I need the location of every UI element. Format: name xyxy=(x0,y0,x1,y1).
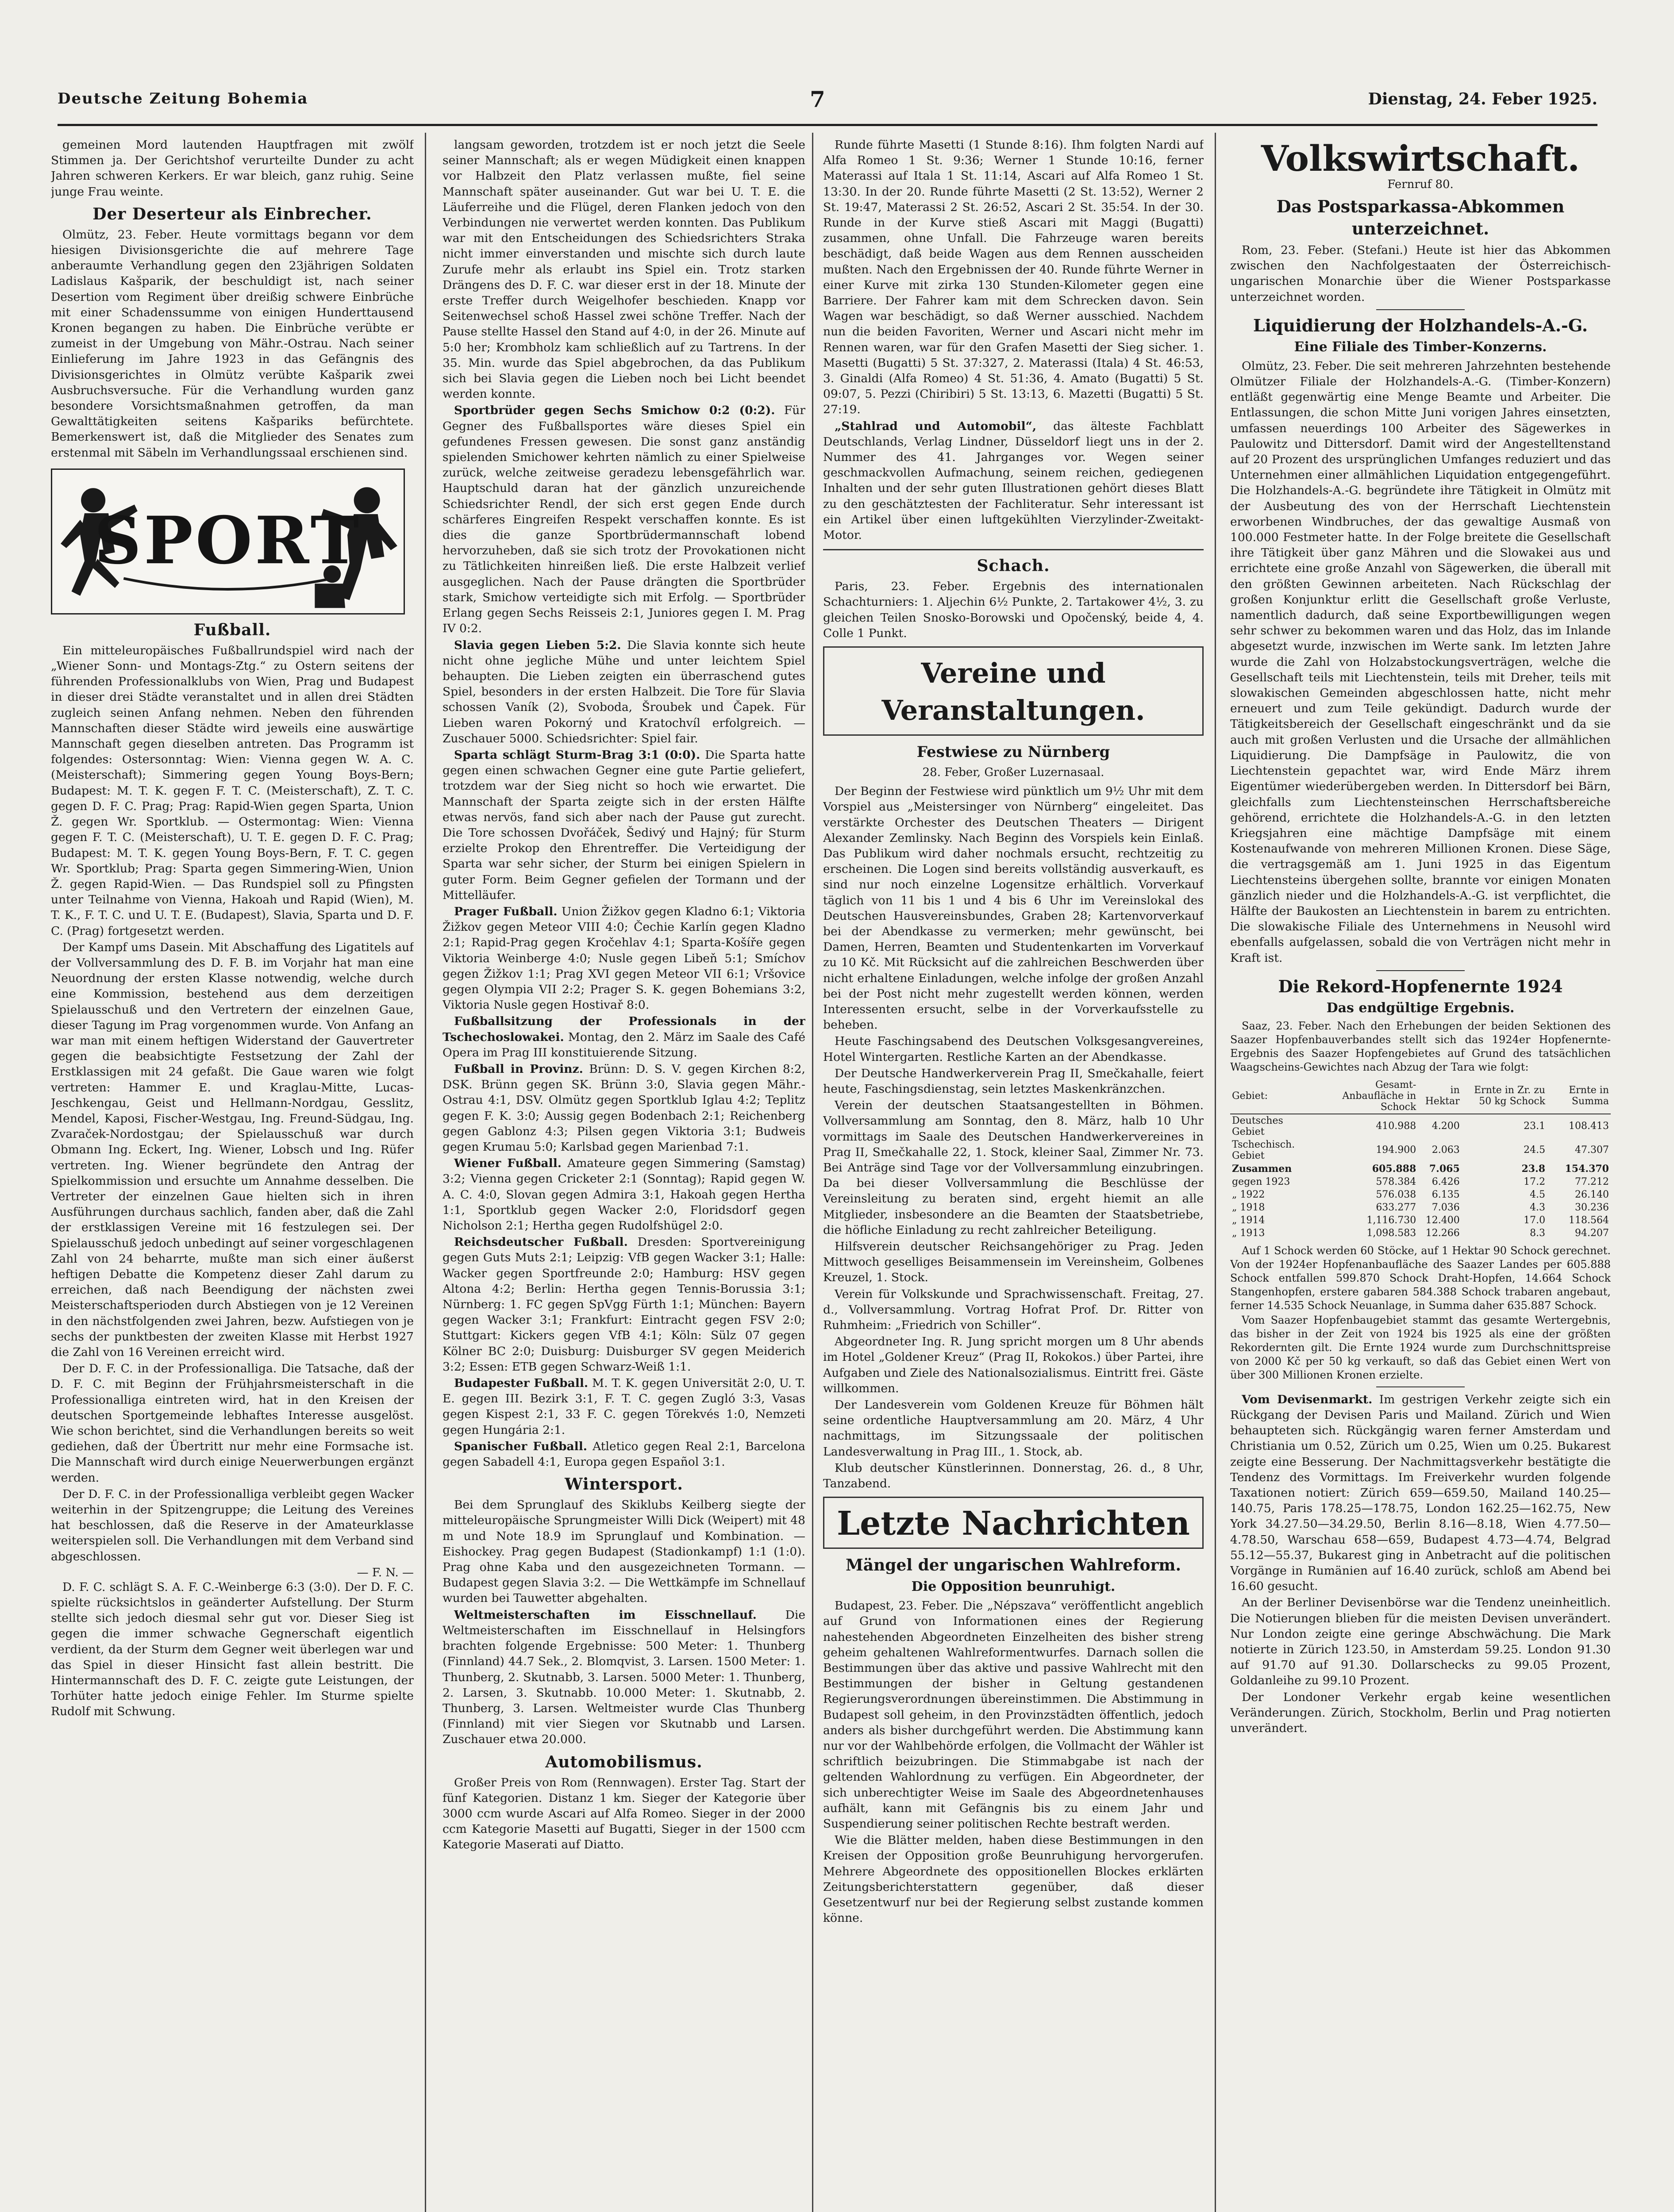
column-2 xyxy=(443,137,805,2212)
report-headline: „Stahlrad und Automobil“, xyxy=(835,419,1037,433)
table-cell: 1,098.583 xyxy=(1366,1227,1416,1239)
table-cell: 6.135 xyxy=(1432,1189,1460,1200)
table-cell: 26.140 xyxy=(1575,1189,1609,1200)
report-headline: Weltmeisterschaften im Eisschnellauf. xyxy=(454,1608,757,1622)
article-text: Olmütz, 23. Feber. Die seit mehreren Jahrzehnten bestehende Olmützer Filiale der Holzhandels-A.-G. (Timber-Konzern) entläßt gegenwärtig eine Menge Beamte und Arbeiter. Die Entlassungen, die schon Mitte Juni vorigen Jahres einsetzten, umfassen neuerdings 100 Arbeiter des Sägewerkes in Paulowitz und Dittersdorf. Damit wird der Angestelltenstand auf 20 Prozent des ursprünglichen Umfanges reduziert und das Unternehmen einer allmählichen Liquidation entgegengeführt. Die Holzhandels-A.-G. begründete ihre Tätigkeit in Olmütz mit der Ausbeutung des von der Herrschaft Liechtenstein erworbenen Windbruches, der das gewaltige Ausmaß von 100.000 Festmeter hatte. In der Folge breitete die Gesellschaft ihre Tätigkeit über ganz Mähren und die Slowakei aus und errichtete eine große Anzahl von Sägewerken, die überall mit den größten Gewinnen arbeiteten. Nach Rückschlag der großen Konjunktur erlitt die Gesellschaft große Verluste, namentlich dadurch, daß seine Exportbewilligungen wegen sehr schwer zu bekommen waren und das Holz, das im Inlande abgesetzt wurde, inzwischen im Werte sank. Im letzten Jahre wurde die Zahl von Holzabstockungsverträgen, welche die Gesellschaft teils mit Liechtenstein, teils mit Dreher, teils mit slowakischen Gemeinden abgeschlossen hatte, nicht mehr erneuert und zum Teile gekündigt. Dadurch wurde der Tätigkeitsbereich der Gesellschaft eingeschränkt und da sie auch mit großen Verlusten und die Ursache der allmählichen Liquidierung. Die Dampfsäge in Paulowitz, die von Liechtenstein gepachtet war, wird Ende März ihrem Eigentümer wiederübergeben werden. In Dittersdorf bei Bärn, gleichfalls zum Liechtensteinschen Herrschaftsbereiche gehörend, errichtete die Holzhandels-A.-G. in den letzten Kriegsjahren eine mächtige Dampfsäge mit einem Kostenaufwande von mehreren Millionen Kronen. Diese Säge, die vertragsgemäß am 1. Juni 1925 in das Eigentum Liechtensteins übergehen sollte, brannte vor einigen Monaten gänzlich nieder und die Holzhandels-A.-G. ist verpflichtet, die Hälfte der Baukosten an Liechtenstein in barem zu entrichten. Die slowakische Filiale des Unternehmens in Neusohl wird ebenfalls aufgelassen, sobald die von Verträgen nicht mehr in Kraft ist. xyxy=(1230,359,1611,965)
table-header-row xyxy=(1230,1079,1611,1114)
article-text: An der Berliner Devisenbörse war die Tendenz uneinheitlich. Die Notierungen blieben für die meisten Devisen unverändert. Nur London zeigte eine geringe Abschwächung. Die Mark notierte in Zürich 123.50, in Amsterdam 59.25. London 91.30 auf 91.70 auf 91.30. Dollarschecks zu 99.05 Prozent, Goldanleihe zu 99.10 Prozent. xyxy=(1230,1596,1611,1688)
section-phone: Fernruf 80. xyxy=(1387,178,1454,191)
article-text: Verein der deutschen Staatsangestellten in Böhmen. Vollversammlung am Sonntag, den 8. März, halb 10 Uhr vormittags im Saale des Deutschen Handwerkervereines in Prag II, Smečkahalle 22, 1. Stock, kleiner Saal, Zimmer Nr. 73. Bei Anträge sind Tage vor der Vollversammlung einzubringen. Da bei dieser Vollversammlung die Beschlüsse der Vereinsleitung zu beraten sind, ergeht hiemit an alle Mitglieder, insbesondere an die Beamten der Staatsbetriebe, die höfliche Einladung zu recht zahlreicher Beteiligung. xyxy=(823,1098,1204,1237)
article-subheadline: Die Opposition beunruhigt. xyxy=(911,1579,1116,1595)
sport-banner-illustration xyxy=(51,469,405,614)
table-cell: „ 1922 xyxy=(1232,1189,1265,1200)
article-headline: Der Deserteur als Einbrecher. xyxy=(92,204,372,223)
table-cell: „ 1913 xyxy=(1232,1227,1265,1239)
report-headline: Vom Devisenmarkt. xyxy=(1242,1392,1373,1406)
section-headline: Letzte Nachrichten xyxy=(837,1505,1190,1543)
table-cell: 194.900 xyxy=(1376,1144,1416,1156)
article-headline: Mängel der ungarischen Wahlreform. xyxy=(845,1556,1181,1575)
column-1 xyxy=(51,137,414,2212)
article-headline: Liquidierung der Holzhandels-A.-G. xyxy=(1253,315,1588,335)
section-divider xyxy=(1376,1386,1465,1387)
article-text: Der Landesverein vom Goldenen Kreuze für Böhmen hält seine ordentliche Hauptversammlung am 20. März, 4 Uhr nachmittags, im Sitzungssaale der politischen Landesverwaltung in Prag III., 1. Stock, ab. xyxy=(823,1398,1204,1459)
article-text: Der D. F. C. in der Professionalliga. Die Tatsache, daß der D. F. C. mit Beginn der Frühjahrsmeisterschaft in die Professionalliga eintreten wird, hat in den Kreisen der deutschen Sportgemeinde lebhaftes Interesse ausgelöst. Wie schon berichtet, sind die Verhandlungen bereits so weit gediehen, daß der Übertritt nur mehr eine Formsache ist. Die Mannschaft wird durch einige Neuerwerbungen ergänzt werden. xyxy=(51,1362,414,1485)
article-text: Der Kampf ums Dasein. Mit Abschaffung des Ligatitels auf der Vollversammlung des D. F. B. im Vorjahr hat man eine Neuordnung der ersten Klasse notwendig, welche durch eine Kommission, bestehend aus dem derzeitigen Spielausschuß und den Vertretern der einzelnen Gaue, dieser Tagung im Prag vorgenommen wurde. Von Anfang an war man mit einem heftigen Widerstand der Gauvertreter gegen die beabsichtigte Festsetzung der Zahl der Erstklassigen mit 24 gefaßt. Die Gaue waren wie folgt vertreten: Hammer E. und Kraglau-Mitte, Lucas-Jeschkengau, Geist und Hellmann-Nordgau, Gesslitz, Mendel, Kaposi, Fischer-Westgau, Ing. Freund-Südgau, Ing. Zvaraček-Nordostgau; der Spielausschuß war durch Obmann Ing. Eckert, Ing. Wiener, Lobsch und Ing. Rüfer vertreten. Ing. Wiener begründete den Antrag der Spielkommission und ersuchte um Annahme desselben. Die Vertreter der einzelnen Gaue hielten sich in ihren Ausführungen durchaus sachlich, fanden aber, daß die Zahl der erstklassigen Vereine mit 16 festzulegen sei. Der Spielausschuß jedoch unbedingt auf seiner vorgeschlagenen Zahl von 24 beharrte, mußte man sich einer äußerst heftigen Debatte die Kompetenz dieser Zahl darum zu erreichen, daß nach Beendigung der nächsten zwei Meisterschaftsperioden durch Abstiegen von je 12 Vereinen in den nächstfolgenden zwei Jahren, bezw. Aufstiegen von je sechs der punktbesten der zweiten Klasse mit Herbst 1927 die Zahl von 16 Vereinen erreicht wird. xyxy=(51,940,414,1359)
article-text: Der Deutsche Handwerkerverein Prag II, Smečkahalle, feiert heute, Faschingsdienstag, sein letztes Maskenkränzchen. xyxy=(823,1066,1204,1096)
article-text: Union Žižkov gegen Kladno 6:1; Viktoria Žižkov gegen Meteor VIII 4:0; Čechie Karlín gegen Kladno 2:1; Rapid-Prag gegen Kročehlav 4:1; Sparta-Košíře gegen Viktoria Weinberge 4:0; Nusle gegen Libeň 5:1; Smíchov gegen Žižkov 1:1; Prag XVI gegen Meteor VII 6:1; Vršovice gegen Olympia VII 2:2; Prager S. K. gegen Bohemians 3:2, Viktoria Nusle gegen Hostivař 8:0. xyxy=(443,904,805,1012)
article-text: Runde führte Masetti (1 Stunde 8:16). Ihm folgten Nardi auf Alfa Romeo 1 St. 9:36; Werner 1 Stunde 10:16, ferner Materassi auf Itala 1 St. 11:14, Ascari auf Alfa Romeo 1 St. 13:30. In der 20. Runde führte Masetti (2 St. 13:52), Werner 2 St. 19:47, Materassi 2 St. 26:52, Ascari 2 St. 35:54. In der 30. Runde in der Kurve stieß Ascari mit Maggi (Bugatti) zusammen, ohne Unfall. Die Fahrzeuge waren bereits beschädigt, daß beide Wagen aus dem Rennen ausscheiden mußten. Nach den Ergebnissen der 40. Runde führte Werner in einer Kurve mit zirka 130 Stunden-Kilometer gegen eine Barriere. Der Fahrer kam mit dem Schrecken davon. Sein Wagen war beschädigt, so daß Werner ausschied. Nachdem nun die beiden Favoriten, Werner und Ascari nicht mehr im Rennen waren, war für den Grafen Masetti der Sieg sicher. 1. Masetti (Bugatti) 5 St. 37:327, 2. Materassi (Itala) 4 St. 46:53, 3. Ginaldi (Alfa Romeo) 4 St. 51:36, 4. Amato (Bugatti) 5 St. 09:07, 5. Pezzi (Chiribiri) 5 St. 13:13, 6. Mazetti (Bugatti) 5 St. 27:19. xyxy=(823,138,1204,417)
section-divider xyxy=(1376,309,1465,310)
section-divider xyxy=(823,549,1204,550)
table-cell: 47.307 xyxy=(1575,1144,1609,1156)
table-cell: 4.5 xyxy=(1530,1189,1546,1200)
article-subheadline: 28. Feber, Großer Luzernasaal. xyxy=(922,766,1104,780)
table-cell: 118.564 xyxy=(1569,1214,1609,1226)
article-text: Brünn: D. S. V. gegen Kirchen 8:2, DSK. Brünn gegen SK. Brünn 3:0, Slavia gegen Mähr.-Ostrau 4:1, DSV. Olmütz gegen Sportklub Iglau 4:2; Teplitz gegen F. K. 3:0; Aussig gegen Bodenbach 2:1; Reichenberg gegen Gablonz 4:3; Pilsen gegen Viktoria 3:1; Budweis gegen Krumau 5:0; Karlsbad gegen Marienbad 7:1. xyxy=(443,1062,805,1154)
column-3 xyxy=(823,137,1204,2212)
article-text: gemeinen Mord lautenden Hauptfragen mit zwölf Stimmen ja. Der Gerichtshof verurteilte Dunder zu acht Jahren schweren Kerkers. Er war bleich, ganz ruhig. Seine junge Frau weinte. xyxy=(51,138,414,199)
column-rule xyxy=(812,133,813,2212)
article-text: Hilfsverein deutscher Reichsangehöriger zu Prag. Jeden Mittwoch geselliges Beisammensein im Vereinsheim, Golbenes Kreuzel, 1. Stock. xyxy=(823,1239,1204,1285)
article-text: Die Weltmeisterschaften im Eisschnellauf in Helsingfors brachten folgende Ergebnisse: 500 Meter: 1. Thunberg (Finnland) 44.7 Sek., 2. Blomqvist, 3. Larsen. 1500 Meter: 1. Thunberg, 2. Skutnabb, 3. Larsen. 5000 Meter: 1. Thunberg, 2. Larsen, 3. Skutnabb. 10.000 Meter: 1. Skutnabb, 2. Thunberg, 3. Larsen. Weltmeister wurde Clas Thunberg (Finnland) mit vier Siegen vor Skutnabb und Larsen. Zuschauer etwa 20.000. xyxy=(443,1608,805,1747)
section-headline: Volkswirtschaft. xyxy=(1261,138,1580,179)
table-cell: 17.0 xyxy=(1524,1214,1546,1226)
issue-date: Dienstag, 24. Feber 1925. xyxy=(1368,90,1597,108)
table-cell: 12.400 xyxy=(1425,1214,1460,1226)
newspaper-name: Deutsche Zeitung Bohemia xyxy=(58,90,308,108)
table-cell: 108.413 xyxy=(1569,1121,1609,1132)
table-row xyxy=(1230,1162,1611,1175)
masthead xyxy=(58,86,1597,126)
article-text: Die Slavia konnte sich heute nicht ohne jegliche Mühe und unter leichtem Spiel behaupten. Die Lieben zeigten ein überraschend gutes Spiel, besonders in der ersten Halbzeit. Die Tore für Slavia schossen Vaník (2), Svoboda, Šroubek und Čapek. Für Lieben waren Pokorný und Kratochvíl erfolgreich. — Zuschauer 5000. Schiedsrichter: Spiel fair. xyxy=(443,638,805,745)
table-cell: 578.384 xyxy=(1376,1176,1416,1187)
article-text: Der Londoner Verkehr ergab keine wesentlichen Veränderungen. Zürich, Stockholm, Berlin und Prag notierten unverändert. xyxy=(1230,1690,1611,1735)
table-row xyxy=(1230,1175,1611,1188)
report-headline: Slavia gegen Lieben 5:2. xyxy=(454,638,621,652)
table-row xyxy=(1230,1138,1611,1162)
article-headline: Fußball. xyxy=(193,620,271,639)
article-text: Saaz, 23. Feber. Nach den Erhebungen der beiden Sektionen des Saazer Hopfenbauverbandes stellt sich das 1924er Hopfenernte-Ergebnis des Saazer Hopfengebietes auf Grund des tatsächlichen Waagscheins-Gewichtes nach Abzug der Tara wie folgt: xyxy=(1230,1019,1611,1073)
article-headline: Automobilismus. xyxy=(545,1752,703,1771)
article-text: Amateure gegen Simmering (Samstag) 3:2; Vienna gegen Cricketer 2:1 (Sonntag); Rapid gegen W. A. C. 4:0, Slovan gegen Admira 3:1, Hakoah gegen Hertha 1:1, Sportklub gegen Wacker 2:0, Floridsdorf gegen Nicholson 2:1; Hertha gegen Rudolfshügel 2:0. xyxy=(443,1156,805,1233)
table-cell: 4.200 xyxy=(1432,1121,1460,1132)
article-text: Vom Saazer Hopfenbaugebiet stammt das gesamte Wertergebnis, das bisher in der Zeit von 1924 bis 1925 als eine der größten Rekordernten gilt. Die Ernte 1924 wurde zum Durchschnittspreise von 2000 Kč per 50 kg verkauft, so daß das Gebiet einen Wert von über 300 Millionen Kronen erzielte. xyxy=(1230,1313,1611,1381)
table-cell: 4.3 xyxy=(1530,1202,1546,1213)
article-text: Bei dem Sprunglauf des Skiklubs Keilberg siegte der mitteleuropäische Sprungmeister Willi Dick (Weipert) mit 48 m und Note 18.9 im Sprunglauf und Kombination. — Eishockey. Prag gegen Budapest (Stadionkampf) 1:1 (1:0). Prag ohne Kaba und den ausgezeichneten Tormann. — Budapest gegen Slavia 3:2. — Die Wettkämpfe im Schnellauf wurden bei Tauwetter abgehalten. xyxy=(443,1498,805,1605)
table-header-cell: Gesamt-Anbaufläche in Schock xyxy=(1312,1079,1418,1114)
article-headline: Die Rekord-Hopfenernte 1924 xyxy=(1278,976,1563,996)
table-cell: 94.207 xyxy=(1575,1227,1609,1239)
table-header-cell: Gebiet: xyxy=(1230,1079,1312,1114)
table-row xyxy=(1230,1188,1611,1201)
article-text: Verein für Volkskunde und Sprachwissenschaft. Freitag, 27. d., Vollversammlung. Vortrag Hofrat Prof. Dr. Ritter von Ruhmheim: „Friedrich von Schiller“. xyxy=(823,1287,1204,1332)
table-cell: 6.426 xyxy=(1432,1176,1460,1187)
table-cell: 633.277 xyxy=(1376,1202,1416,1213)
article-headline: Schach. xyxy=(977,557,1050,576)
table-cell: „ 1914 xyxy=(1232,1214,1265,1226)
table-cell: 410.988 xyxy=(1376,1121,1416,1132)
article-text: Rom, 23. Feber. (Stefani.) Heute ist hier das Abkommen zwischen den Nachfolgestaaten der Österreichisch-ungarischen Monarchie über die Wiener Postsparkasse unterzeichnet worden. xyxy=(1230,243,1611,304)
table-cell: 605.888 xyxy=(1372,1163,1416,1175)
article-text: Dresden: Sportvereinigung gegen Guts Muts 2:1; Leipzig: VfB gegen Wacker 3:1; Halle: Wacker gegen Sportfreunde 2:0; Hamburg: HSV gegen Altona 4:2; Berlin: Hertha gegen Tennis-Borussia 3:1; Nürnberg: 1. FC gegen SpVgg Fürth 1:1; München: Bayern gegen Wacker 3:1; Frankfurt: Eintracht gegen FSV 2:0; Stuttgart: Kickers gegen VfB 4:1; Köln: Sülz 07 gegen Kölner BC 2:0; Duisburg: Duisburger SV gegen Meiderich 3:2; Essen: ETB gegen Schwarz-Weiß 1:1. xyxy=(443,1235,805,1374)
article-text: Budapest, 23. Feber. Die „Népszava“ veröffentlicht angeblich auf Grund von Informationen eines der Regierung nahestehenden Abgeordneten Einzelheiten des bisher streng geheim gehaltenen Wahlreformentwurfes. Darnach sollen die Bestimmungen über das aktive und passive Wahlrecht mit den Bestimmungen der bisher in Geltung gestandenen Regierungsverordnungen übereinstimmen. Die Abstimmung in Budapest soll geheim, in den Provinzstädten öffentlich, jedoch anders als bisher durchgeführt werden. Die Abstimmung kann nur vor der Wahlbehörde erfolgen, die Vollmacht der Wähler ist schriftlich beizubringen. Die Stimmabgabe ist nach der geltenden Wahlordnung zu verfügen. Ein Abgeordneter, der sich unberechtigter Weise im Saale des Abgeordnetenhauses aufhält, kann mit Gefängnis bis zu einem Jahr und Suspendierung seiner politischen Rechte bestraft werden. xyxy=(823,1599,1204,1831)
article-text: Klub deutscher Künstlerinnen. Donnerstag, 26. d., 8 Uhr, Tanzabend. xyxy=(823,1461,1204,1491)
section-box-letzte xyxy=(823,1497,1204,1549)
article-text: Im gestrigen Verkehr zeigte sich ein Rückgang der Devisen Paris und Mailand. Zürich und Wien behaupteten sich. Rückgängig waren ferner Amsterdam und Christiania um 0.52, Zürich um 0.25, Wien um 0.25. Bukarest zeigte eine Besserung. Der Nachmittagsverkehr bestätigte die Tendenz des Vormittags. Im Freiverkehr wurden folgende Taxationen notiert: Zürich 659—659.50, Mailand 140.25—140.75, Paris 178.25—178.75, London 162.25—162.75, New York 34.27.50—34.29.50, Berlin 8.16—8.18, Wien 4.77.50—4.78.50, Warschau 658—659, Budapest 4.73—4.74, Belgrad 55.12—55.37, Bukarest ging in Anbetracht auf die politischen Vorgänge in Rumänien auf 16.40 zurück, schloß am Abend bei 16.60 gesucht. xyxy=(1230,1392,1611,1594)
table-cell: 23.8 xyxy=(1521,1163,1546,1175)
table-row xyxy=(1230,1214,1611,1227)
article-text: Der Beginn der Festwiese wird pünktlich um 9½ Uhr mit dem Vorspiel aus „Meistersinger von Nürnberg“ eingeleitet. Das verstärkte Orchester des Deutschen Theaters — Dirigent Alexander Zemlinsky. Nach Beginn des Vorspiels kein Einlaß. Das Publikum wird daher nochmals ersucht, rechtzeitig zu erscheinen. Die Logen sind bereits vollständig ausverkauft, es sind nur noch einzelne Logensitze erhältlich. Vorverkauf täglich von 11 bis 1 und 4 bis 6 Uhr im Vereinslokal des Deutschen Hausvereinsbundes, Graben 28; Kartenvorverkauf bei der Abendkasse zu vermerken; mehr gewünscht, bei Damen, Herren, Beamten und Studentenkarten im Vorverkauf zu 10 Kč. Mit Rücksicht auf die zahlreichen Beschwerden über nicht erhaltene Einladungen, welche infolge der großen Anzahl bei der Post nicht mehr zugestellt werden können, werden Interessenten ersucht, selbe in der Vorverkaufsstelle zu beheben. xyxy=(823,784,1204,1032)
table-row xyxy=(1230,1227,1611,1240)
table-cell: 2.063 xyxy=(1432,1144,1460,1156)
table-cell: „ 1918 xyxy=(1232,1202,1265,1213)
article-text: langsam geworden, trotzdem ist er noch jetzt die Seele seiner Mannschaft; als er wegen Müdigkeit einen knappen vor Halbzeit den Platz verlassen mußte, fiel seine Mannschaft später auseinander. Gut war bei U. T. E. die Läuferreihe und die Flügel, deren Flanken jedoch von den Verbindungen nie verwertet werden konnten. Das Publikum war mit den Entscheidungen des Schiedsrichters Straka nicht immer einverstanden und mischte sich durch laute Zurufe mehr als erlaubt ins Spiel ein. Trotz starken Drängens des D. F. C. war dieser erst in der 18. Minute der erste Treffer durch Weigelhofer beschieden. Knapp vor Seitenwechsel schoß Hassel zwei schöne Treffer. Nach der Pause stellte Hassel den Stand auf 4:0, in der 26. Minute auf 5:0 her; Krombholz kam schließlich auf zu Tartrens. In der 35. Min. wurde das Spiel abgebrochen, da das Publikum sich bei Slavia gegen die Lieben noch bei Licht beendet werden konnte. xyxy=(443,138,805,401)
article-text: Abgeordneter Ing. R. Jung spricht morgen um 8 Uhr abends im Hotel „Goldener Kreuz“ (Prag II, Rokokos.) über Partei, ihre Aufgaben und Ziele des Nationalsozialismus. Eintritt frei. Gäste willkommen. xyxy=(823,1335,1204,1395)
article-text: D. F. C. schlägt S. A. F. C.-Weinberge 6:3 (3:0). Der D. F. C. spielte rücksichtslos in geänderter Aufstellung. Der Sturm stellte sich jedoch diesmal sehr gut vor. Dieser Sieg ist gegen die immer schwache Gegnerschaft eigentlich verdient, da der Sturm dem Gegner weit überlegen war und das Spiel in dieser Hinsicht fast allein bestritt. Die Hintermannschaft des D. F. C. zeigte gute Leistungen, der Torhüter hatte jedoch einige Fehler. Im Sturme spielte Rudolf mit Schwung. xyxy=(51,1580,414,1719)
article-text: Atletico gegen Real 2:1, Barcelona gegen Sabadell 4:1, Europa gegen Español 3:1. xyxy=(443,1439,805,1469)
report-headline: Reichsdeutscher Fußball. xyxy=(454,1235,628,1249)
table-header-cell: in Hektar xyxy=(1418,1079,1461,1114)
article-text: Paris, 23. Feber. Ergebnis des internationalen Schachturniers: 1. Aljechin 6½ Punkte, 2. Tartakower 4½, 3. zu gleichen Teilen Snosko-Borowski und Opočenský, beide 4, 4. Colle 1 Punkt. xyxy=(823,580,1204,640)
article-text: Heute Faschingsabend des Deutschen Volksgesangvereines, Hotel Wintergarten. Restliche Karten an der Abendkasse. xyxy=(823,1034,1204,1064)
article-text: M. T. K. gegen Universität 2:0, U. T. E. gegen III. Bezirk 3:1, F. T. C. gegen Zugló 3:3, Vasas gegen Kispest 2:1, 33 F. C. gegen Törekvés 1:0, Nemzeti gegen Hungária 2:1. xyxy=(443,1376,805,1437)
section-box-vereine xyxy=(823,646,1204,736)
table-cell: Tschechisch. Gebiet xyxy=(1232,1139,1295,1161)
article-text: Die Sparta hatte gegen einen schwachen Gegner eine gute Partie geliefert, trotzdem war der Sieg nicht so hoch wie erwartet. Die Mannschaft der Sparta zeigte sich in der ersten Hälfte etwas nervös, fand sich aber nach der Pause gut zurecht. Die Tore schossen Dvořáček, Šedivý und Hajný; für Sturm erzielte Prokop den Ehrentreffer. Die Verteidigung der Sparta war sehr sicher, der Sturm bei einigen Spielern in guter Form. Beim Gegner gefielen der Tormann und der Mittelläufer. xyxy=(443,748,805,902)
article-headline: Das Postsparkassa-Abkommen unterzeichnet. xyxy=(1276,196,1565,238)
table-cell: 1,116.730 xyxy=(1366,1214,1416,1226)
column-rule xyxy=(1215,133,1216,2212)
table-cell: 154.370 xyxy=(1565,1163,1609,1175)
article-text: Großer Preis von Rom (Rennwagen). Erster Tag. Start der fünf Kategorien. Distanz 1 km. Sieger der Kategorie über 3000 ccm wurde Ascari auf Alfa Romeo. Sieger in der 2000 ccm Kategorie Masetti auf Bugatti, Sieger in der 1500 ccm Kategorie Maserati auf Diatto. xyxy=(443,1775,805,1852)
report-headline: Sportbrüder gegen Sechs Smichow 0:2 (0:2). xyxy=(454,403,775,418)
article-headline: Festwiese zu Nürnberg xyxy=(916,743,1110,761)
report-headline: Budapester Fußball. xyxy=(454,1376,589,1390)
table-cell: 12.266 xyxy=(1425,1227,1460,1239)
table-cell: 7.036 xyxy=(1432,1202,1460,1213)
section-headline: Vereine und Veranstaltungen. xyxy=(881,657,1145,727)
table-cell: 77.212 xyxy=(1575,1176,1609,1187)
page-number: 7 xyxy=(810,86,825,112)
article-text: Montag, den 2. März im Saale des Café Opera im Prag III konstituierende Sitzung. xyxy=(443,1030,805,1060)
hop-harvest-table xyxy=(1230,1079,1611,1240)
report-headline: Wiener Fußball. xyxy=(454,1156,562,1171)
sport-banner-title: SPORT xyxy=(94,502,362,579)
report-headline: Spanischer Fußball. xyxy=(454,1439,588,1453)
table-cell: 8.3 xyxy=(1530,1227,1546,1239)
article-text: Wie die Blätter melden, haben diese Bestimmungen in den Kreisen der Opposition große Beunruhigung hervorgerufen. Mehrere Abgeordnete des oppositionellen Blockes erklärten Zeitungsberichterstattern gegenüber, daß dieser Gesetzentwurf nur bei der Regierung selbst zustande kommen könne. xyxy=(823,1833,1204,1925)
table-header-cell: Ernte in Zr. zu 50 kg Schock xyxy=(1462,1079,1547,1114)
section-divider xyxy=(1376,970,1465,971)
author-signature: — F. N. — xyxy=(357,1566,414,1579)
table-cell: gegen 1923 xyxy=(1232,1176,1290,1187)
article-subheadline: Eine Filiale des Timber-Konzerns. xyxy=(1294,339,1547,355)
table-cell: 7.065 xyxy=(1429,1163,1460,1175)
article-subheadline: Das endgültige Ergebnis. xyxy=(1326,1000,1515,1016)
article-text: Auf 1 Schock werden 60 Stöcke, auf 1 Hektar 90 Schock gerechnet. Von der 1924er Hopfenanbaufläche des Saazer Landes per 605.888 Schock entfallen 599.870 Schock Draht-Hopfen, 14.664 Schock Stangenhopfen, erstere gabaren 584.388 Schock trabaren angebaut, ferner 14.535 Schock Neuanlage, in Summa daher 635.887 Schock. xyxy=(1230,1244,1611,1312)
article-text: Der D. F. C. in der Professionalliga verbleibt gegen Wacker weiterhin in der Spitzengruppe; die Leitung des Vereines hat beschlossen, daß die Reserve in der Amateurklasse weiterspielen soll. Die Verhandlungen mit dem Verband sind abgeschlossen. xyxy=(51,1487,414,1563)
article-text: Für Gegner des Fußballsportes wäre dieses Spiel ein gefundenes Fressen gewesen. Die sonst ganz anständig spielenden Smichower kehrten nämlich zu einer Spielweise zurück, welche zeitweise geradezu lebensgefährlich war. Hauptschuld daran hat der gänzlich unzureichende Schiedsrichter Rendl, der sich erst gegen Ende durch schärferes Eingreifen Respekt verschaffen konnte. Es ist dies die ganze Sportbrüdermannschaft lobend hervorzuheben, daß sie sich trotz der Provokationen nicht zu Tätlichkeiten hinreißen ließ. Die erste Halbzeit verlief ausgeglichen. Nach der Pause drängten die Sportbrüder stark, Smichow verteidigte sich mit Erfolg. — Sportbrüder Erlang gegen Sechs Reisseis 2:1, Juniores gegen I. M. Prag IV 0:2. xyxy=(443,403,805,636)
report-headline: Fußballsitzung der Professionals in der Tschechoslowakei. xyxy=(443,1014,805,1044)
table-cell: Deutsches Gebiet xyxy=(1232,1115,1283,1137)
report-headline: Fußball in Provinz. xyxy=(454,1062,583,1076)
article-text: das älteste Fachblatt Deutschlands, Verlag Lindner, Düsseldorf liegt uns in der 2. Nummer des 41. Jahrganges vor. Wegen seiner geschmackvollen Aufmachung, seinem reichen, gediegenen Inhalten und der sehr guten Illustrationen gehört dieses Blatt zu den geschätztesten der Fachliteratur. Sehr interessant ist ein Artikel über einen luftgekühlten Vierzylinder-Zweitakt-Motor. xyxy=(823,419,1204,542)
report-headline: Sparta schlägt Sturm-Brag 3:1 (0:0). xyxy=(454,748,700,762)
column-rule xyxy=(425,133,426,2212)
column-4 xyxy=(1230,137,1611,2212)
article-text: Olmütz, 23. Feber. Heute vormittags begann vor dem hiesigen Divisionsgerichte die auf mehrere Tage anberaumte Verhandlung gegen den 23jährigen Soldaten Ladislaus Kašparik, der beschuldigt ist, nach seiner Desertion vom Regiment über dreißig schwere Einbrüche mit einer Schadenssumme von einigen Hunderttausend Kronen begangen zu haben. Die Einbrüche verübte er zumeist in der Umgebung von Mähr.-Ostrau. Nach seiner Einlieferung im Jahre 1923 in das Gefängnis des Divisionsgerichtes in Olmütz verübte Kašparik zwei Ausbruchsversuche. Für die Verhandlung wurden ganz besondere Vorsichtsmaßnahmen getroffen, da man Gewalttätigkeiten seitens Kašpariks befürchtete. Bemerkenswert ist, daß die Mitglieder des Senates zum erstenmal mit Säbeln im Verhandlungssaal erschienen sind. xyxy=(51,227,414,460)
table-row xyxy=(1230,1114,1611,1138)
table-header-cell: Ernte in Summa xyxy=(1547,1079,1611,1114)
table-cell: 23.1 xyxy=(1524,1121,1546,1132)
table-cell: 24.5 xyxy=(1524,1144,1546,1156)
table-cell: 17.2 xyxy=(1524,1176,1546,1187)
table-cell: 30.236 xyxy=(1575,1202,1609,1213)
article-text: Ein mitteleuropäisches Fußballrundspiel wird nach der „Wiener Sonn- und Montags-Ztg.“ zu Ostern seitens der führenden Professionalklubs von Wien, Prag und Budapest in dieser drei Städte veranstaltet und in allen drei Städten zugleich seinen Anfang nehmen. Neben den führenden Mannschaften dieser Städte wird jeweils eine auswärtige Mannschaft gegen dieselben antreten. Das Programm ist folgendes: Ostersonntag: Wien: Vienna gegen W. A. C. (Meisterschaft); Simmering gegen Young Boys-Bern; Budapest: M. T. K. gegen F. T. C. (Meisterschaft), Z. T. C. gegen D. F. C. Prag; Prag: Rapid-Wien gegen Sparta, Union Ž. gegen Wr. Sportklub. — Ostermontag: Wien: Vienna gegen F. T. C. (Meisterschaft), U. T. E. gegen D. F. C. Prag; Budapest: M. T. K. gegen Young Boys-Bern, F. T. C. gegen Wr. Sportklub; Prag: Sparta gegen Simmering-Wien, Union Ž. gegen Rapid-Wien. — Das Rundspiel soll zu Pfingsten unter Teilnahme von Vienna, Hakoah und Rapid (Wien), M. T. K., F. T. C. und U. T. E. (Budapest), Slavia, Sparta und D. F. C. (Prag) fortgesetzt werden. xyxy=(51,643,414,938)
table-cell: 576.038 xyxy=(1376,1189,1416,1200)
table-row xyxy=(1230,1201,1611,1214)
table-cell: Zusammen xyxy=(1232,1163,1292,1175)
article-headline: Wintersport. xyxy=(565,1475,683,1494)
report-headline: Prager Fußball. xyxy=(454,904,558,918)
